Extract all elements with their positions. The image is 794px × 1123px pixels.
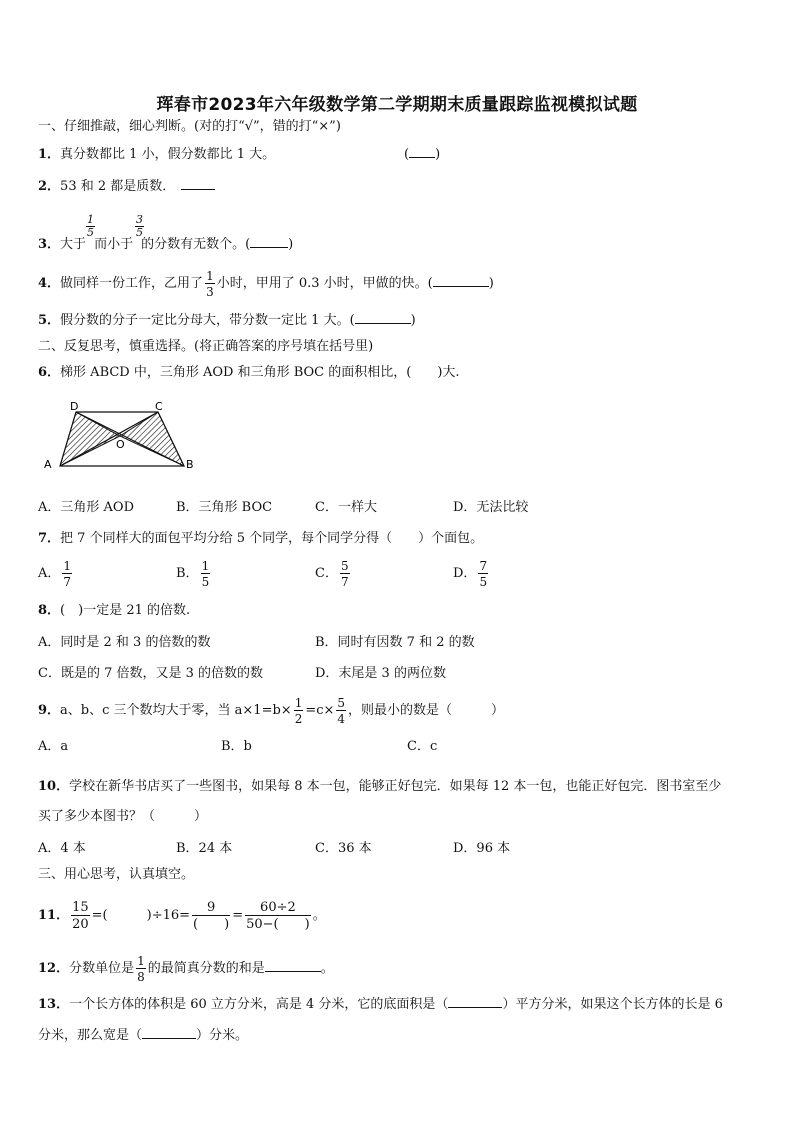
question-8: 8．( )一定是 21 的倍数. [38, 603, 191, 618]
question-9: 9．a、b、c 三个数均大于零，当 a×1=b× $\frac{1}{2}$ =c× $\frac{5}{4}$ ，则最小的数是（ ） [38, 695, 505, 726]
answer-blank-11b[interactable]: $\frac{9}{( )}$ [193, 899, 230, 932]
q6-option-b[interactable]: B．三角形 BOC [176, 500, 273, 515]
answer-blank-11a[interactable]: ( )÷16 [102, 908, 180, 923]
question-7: 7．把 7 个同样大的面包平均分给 5 个同学，每个同学分得（ ）个面包。 [38, 531, 484, 546]
q8-option-c[interactable]: C．既是的 7 倍数，又是 3 的倍数的数 [38, 666, 264, 681]
answer-blank-3[interactable] [250, 247, 288, 248]
label-b: B [186, 458, 194, 471]
question-6: 6．梯形 ABCD 中，三角形 AOD 和三角形 BOC 的面积相比，( )大. [38, 365, 460, 380]
question-10-line-1: 10．学校在新华书店买了一些图书，如果每 8 本一包，能够正好包完．如果每 12 本一包，也能正好包完．图书室至少 [38, 779, 722, 794]
q8-option-b[interactable]: B．同时有因数 7 和 2 的数 [315, 635, 475, 650]
answer-blank-2[interactable] [181, 189, 215, 190]
q9-option-a[interactable]: A．a [38, 739, 69, 754]
answer-blank-1[interactable]: ( ) [404, 147, 441, 162]
section-2-heading: 二、反复思考，慎重选择。(将正确答案的序号填在括号里) [38, 339, 374, 354]
q7-option-b[interactable]: B． $\frac{1}{5}$ [176, 558, 210, 589]
triangle-aod [60, 412, 120, 466]
question-10-line-2: 买了多少本图书？（ ） [38, 809, 208, 824]
q9-option-b[interactable]: B．b [221, 739, 252, 754]
q8-option-a[interactable]: A．同时是 2 和 3 的倍数的数 [38, 635, 211, 650]
question-13-line-2: 分米，那么宽是（ ）分米。 [38, 1028, 249, 1043]
q10-option-b[interactable]: B．24 本 [176, 841, 233, 856]
page-title: 珲春市2023年六年级数学第二学期期末质量跟踪监视模拟试题 [156, 95, 638, 115]
answer-blank-13a[interactable] [448, 1007, 502, 1008]
q10-option-c[interactable]: C．36 本 [315, 841, 372, 856]
fraction-3-5: $\frac{3}{5}$ [136, 213, 143, 239]
question-13-line-1: 13．一个长方体的体积是 60 立方分米，高是 4 分米，它的底面积是（ ）平方分米，如果这个长方体的长是 6 [38, 997, 723, 1012]
question-5: 5．假分数的分子一定比分母大，带分数一定比 1 大。( ) [38, 313, 416, 328]
q7-option-c[interactable]: C． $\frac{5}{7}$ [315, 558, 349, 589]
trapezoid-diagram [36, 398, 206, 474]
section-3-heading: 三、用心思考，认真填空。 [38, 867, 195, 882]
fraction-1-5: $\frac{1}{5}$ [87, 213, 94, 239]
q6-option-c[interactable]: C．一样大 [315, 500, 377, 515]
question-11: 11． $\frac{15}{20}$ =( )÷16= $\frac{9}{( )}$ = $\frac{60\div 2}{50-( )}$ 。 [38, 899, 326, 932]
q7-option-a[interactable]: A． $\frac{1}{7}$ [38, 558, 72, 589]
q9-option-c[interactable]: C．c [407, 739, 438, 754]
q8-option-d[interactable]: D．末尾是 3 的两位数 [315, 666, 446, 681]
label-o: O [116, 438, 125, 451]
label-d: D [70, 400, 79, 413]
question-1: 1．真分数都比 1 小，假分数都比 1 大。 ( ) [38, 147, 441, 162]
answer-blank-11c[interactable]: $\frac{60\div 2}{50-( )}$ [246, 899, 310, 932]
q6-option-d[interactable]: D．无法比较 [453, 500, 529, 515]
section-1-heading: 一、仔细推敲，细心判断。(对的打“√”，错的打“×”) [38, 119, 341, 134]
q10-option-a[interactable]: A．4 本 [38, 841, 86, 856]
answer-blank-5[interactable] [355, 323, 411, 324]
fraction-1-3: $\frac{1}{3}$ [206, 268, 214, 299]
question-4: 4．做同样一份工作，乙用了 $\frac{1}{3}$ 小时，甲用了 0.3 小时，甲做的快。( ) [38, 268, 494, 299]
label-a: A [44, 458, 52, 471]
question-12: 12．分数单位是 $\frac{1}{8}$ 的最简真分数的和是 。 [38, 953, 334, 984]
label-c: C [155, 400, 163, 413]
question-3: 3．大于 而小于 的分数有无数个。( ) [38, 237, 294, 252]
answer-blank-12[interactable] [265, 971, 321, 972]
q6-option-a[interactable]: A．三角形 AOD [38, 500, 134, 515]
question-2: 2．53 和 2 都是质数． [38, 178, 215, 196]
answer-blank-4[interactable] [433, 286, 489, 287]
q10-option-d[interactable]: D．96 本 [453, 841, 511, 856]
answer-blank-13b[interactable] [142, 1038, 196, 1039]
q7-option-d[interactable]: D． $\frac{7}{5}$ [453, 558, 488, 589]
